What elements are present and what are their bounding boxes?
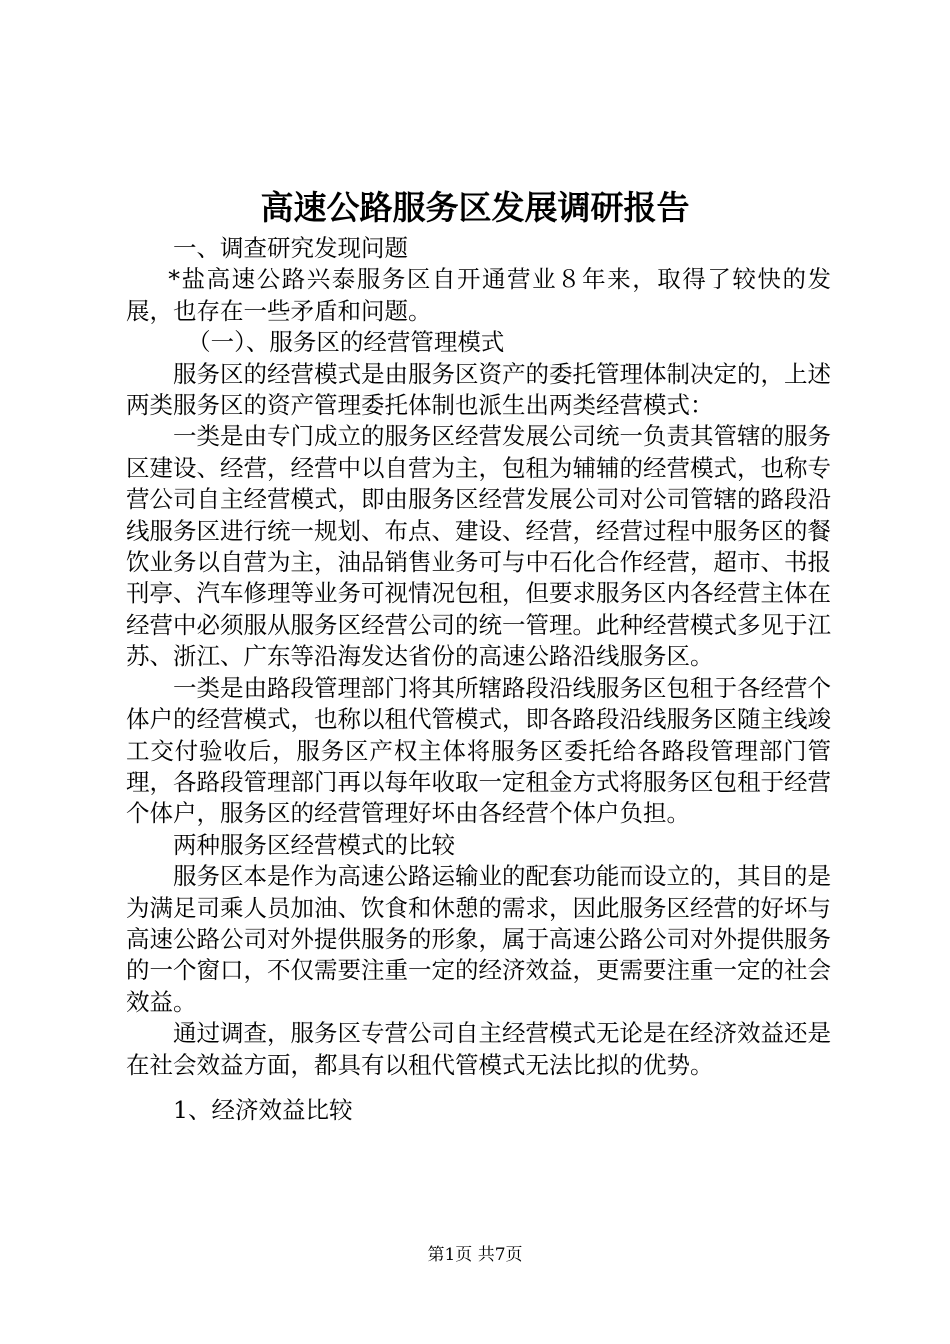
paragraph: *盐高速公路兴泰服务区自开通营业８年来，取得了较快的发展，也存在一些矛盾和问题。 (126, 265, 831, 325)
subsection-heading: （一）、服务区的经营管理模式 (187, 328, 505, 357)
subsection-heading: 两种服务区经营模式的比较 (173, 830, 455, 859)
section-heading: 一、调查研究发现问题 (173, 234, 408, 262)
paragraph: 一类是由路段管理部门将其所辖路段沿线服务区包租于各经营个体户的经营模式，也称以租代管模式，即各路段沿线服务区随主线竣工交付验收后，服务区产权主体将服务区委托给各路段管理部门管理，各路段管理部门再以每年收取一定租金方式将服务区包租于经营个体户，服务区的经营管理好坏由各经营个体户负担。 (126, 673, 831, 828)
paragraph: 通过调查，服务区专营公司自主经营模式无论是在经济效益还是在社会效益方面，都具有以租代管模式无法比拟的优势。 (126, 1019, 831, 1079)
numbered-heading: 1、经济效益比较 (173, 1095, 353, 1124)
paragraph: 服务区的经营模式是由服务区资产的委托管理体制决定的，上述两类服务区的资产管理委托体制也派生出两类经营模式： (126, 359, 831, 420)
paragraph: 一类是由专门成立的服务区经营发展公司统一负责其管辖的服务区建设、经营，经营中以自营为主，包租为辅辅的经营模式，也称专营公司自主经营模式，即由服务区经营发展公司对公司管辖的路段沿线服务区进行统一规划、布点、建设、经营，经营过程中服务区的餐饮业务以自营为主，油品销售业务可与中石化合作经营，超市、书报刊亭、汽车修理等业务可视情况包租，但要求服务区内各经营主体在经营中必须服从服务区经营公司的统一管理。此种经营模式多见于江苏、浙江、广东等沿海发达省份的高速公路沿线服务区。 (126, 422, 831, 671)
document-title: 高速公路服务区发展调研报告 (260, 188, 690, 227)
document-body (126, 233, 831, 1126)
page-footer: 第1页 共7页 (427, 1245, 523, 1265)
paragraph-spacer (126, 1081, 831, 1095)
paragraph: 服务区本是作为高速公路运输业的配套功能而设立的，其目的是为满足司乘人员加油、饮食和休憩的需求，因此服务区经营的好坏与高速公路公司对外提供服务的形象，属于高速公路公司对外提供服务的一个窗口，不仅需要注重一定的经济效益，更需要注重一定的社会效益。 (126, 862, 831, 1016)
